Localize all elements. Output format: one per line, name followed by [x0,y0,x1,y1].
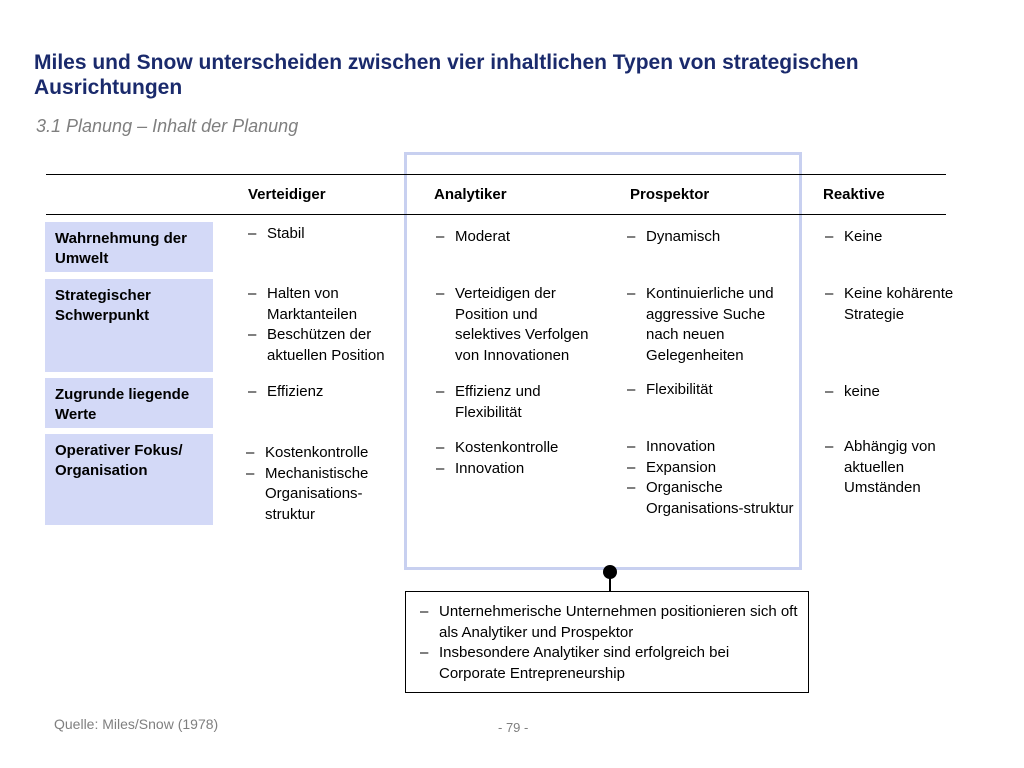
table-header-rule [46,214,946,215]
connector-line [609,576,611,592]
cell-analytiker-fokus [436,438,606,479]
cell-prospektor-fokus [627,437,797,519]
list-item: – Innovation [436,459,606,480]
column-header-prospektor: Prospektor [630,186,710,203]
cell-verteidiger-schwerpunkt [248,284,404,366]
slide-subtitle: 3.1 Planung – Inhalt der Planung [36,116,299,136]
list-item: – Effizienz [248,382,404,403]
cell-reaktive-werte [825,382,955,403]
column-header-analytiker: Analytiker [434,186,507,203]
cell-verteidiger-wahrnehmung [248,224,404,245]
cell-prospektor-werte [627,380,797,401]
list-item: – Moderat [436,227,606,248]
list-item: – Expansion [627,458,797,479]
list-item: – Innovation [627,437,797,458]
list-item: – Kostenkontrolle [246,443,402,464]
list-item: – Kostenkontrolle [436,438,606,459]
note-item: – Insbesondere Analytiker sind erfolgreich bei Corporate Entrepreneurship [420,643,798,684]
cell-analytiker-werte [436,382,606,423]
cell-reaktive-wahrnehmung [825,227,955,248]
list-item: – Kontinuierliche und aggressive Suche nach neuen Gelegenheiten [627,284,799,366]
list-item: – Flexibilität [627,380,797,401]
list-item: – Abhängig von aktuellen Umständen [825,437,955,499]
list-item: – Organische Organisations-struktur [627,478,797,519]
cell-verteidiger-fokus [246,443,402,525]
list-item: – Mechanistische Organisations-struktur [246,464,402,526]
cell-verteidiger-werte [248,382,404,403]
page-number: - 79 - [498,720,529,735]
row-label-werte: Zugrunde liegende Werte [45,378,213,428]
callout-note [405,591,809,693]
slide-title: Miles und Snow unterscheiden zwischen vier inhaltlichen Typen von strategischen Ausrichtungen [34,51,859,99]
list-item: – keine [825,382,955,403]
source-citation: Quelle: Miles/Snow (1978) [54,716,219,732]
note-item: – Unternehmerische Unternehmen positionieren sich oft als Analytiker und Prospektor [420,602,798,643]
list-item: – Keine [825,227,955,248]
cell-reaktive-schwerpunkt [825,284,955,325]
cell-prospektor-wahrnehmung [627,227,797,248]
row-label-wahrnehmung: Wahrnehmung der Umwelt [45,222,213,272]
list-item: – Verteidigen der Position und selektives Verfolgen von Innovationen [436,284,606,366]
cell-analytiker-wahrnehmung [436,227,606,248]
row-label-schwerpunkt: Strategischer Schwerpunkt [45,279,213,372]
cell-analytiker-schwerpunkt [436,284,606,366]
column-header-verteidiger: Verteidiger [248,186,326,203]
column-header-reaktive: Reaktive [823,186,885,203]
list-item: – Stabil [248,224,404,245]
cell-reaktive-fokus [825,437,955,499]
table-top-rule [46,174,946,175]
cell-prospektor-schwerpunkt [627,284,799,366]
list-item: – Effizienz und Flexibilität [436,382,606,423]
list-item: – Dynamisch [627,227,797,248]
list-item: – Halten von Marktanteilen [248,284,404,325]
list-item: – Beschützen der aktuellen Position [248,325,404,366]
row-label-fokus: Operativer Fokus/ Organisation [45,434,213,525]
list-item: – Keine kohärente Strategie [825,284,955,325]
